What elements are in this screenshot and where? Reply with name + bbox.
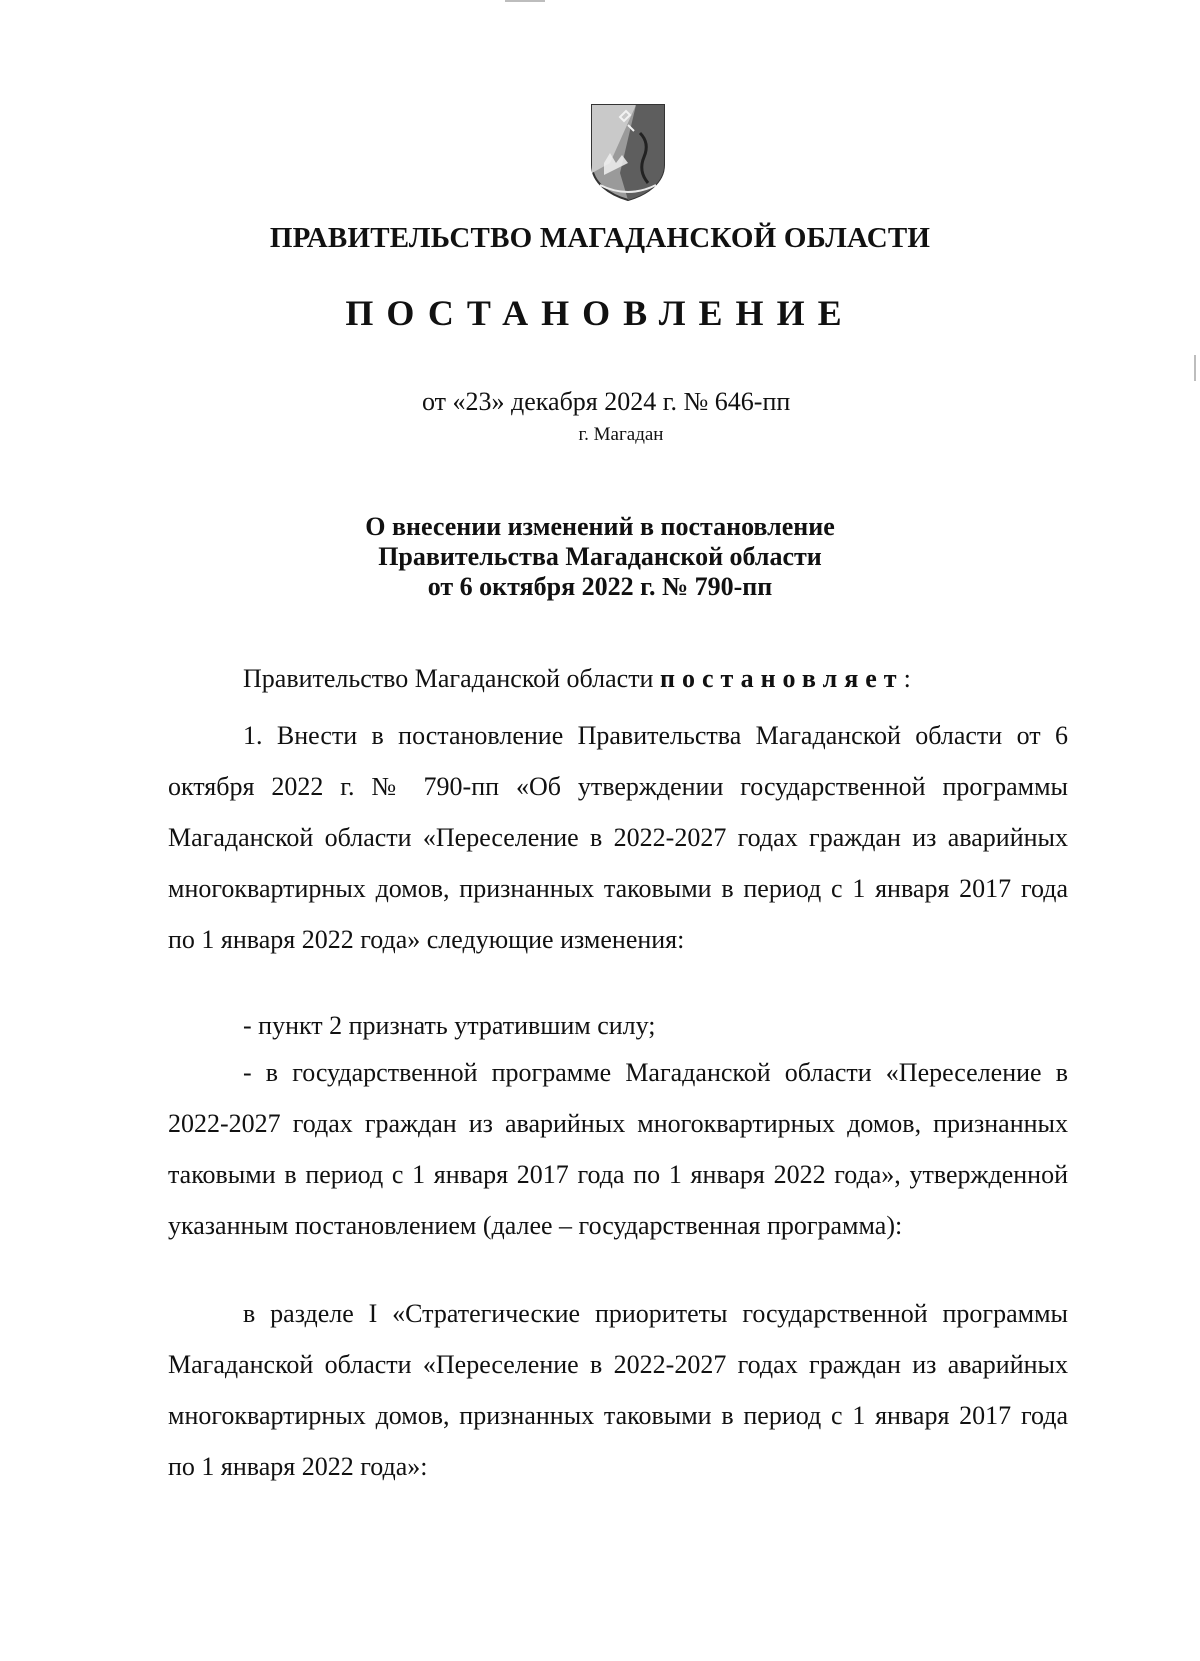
paragraph-1: 1. Внести в постановление Правительства Магаданской области от 6 октября 2022 г. № 790-пп «Об утверждении государственной программы Магаданской области «Переселение в 2022-2027 годах граждан из аварийных многоквартирных домов, признанных таковыми в период с 1 января 2017 года по 1 января 2022 года» следующие изменения: <box>168 721 1068 954</box>
preamble-text: Правительство Магаданской области <box>243 664 660 693</box>
organization-name: ПРАВИТЕЛЬСТВО МАГАДАНСКОЙ ОБЛАСТИ <box>269 222 931 254</box>
paragraph-4: в разделе I «Стратегические приоритеты государственной программы Магаданской области «Переселение в 2022-2027 годах граждан из аварийных многоквартирных домов, признанных таковыми в период с 1 января 2017 года по 1 января 2022 года»: <box>168 1299 1068 1481</box>
title-line-1: О внесении изменений в постановление <box>365 512 835 541</box>
document-title <box>0 512 1200 602</box>
preamble-verb: постановляет <box>659 664 904 693</box>
document-date-number: от «23» декабря 2024 г. № 646-пп <box>422 387 791 416</box>
scan-artifact-top <box>505 0 545 2</box>
document-city: г. Магадан <box>578 424 664 445</box>
coat-of-arms-icon <box>590 103 666 201</box>
document-type: ПОСТАНОВЛЕНИЕ <box>345 293 855 333</box>
preamble <box>243 664 911 694</box>
paragraph-2: - пункт 2 признать утратившим силу; <box>243 1011 656 1040</box>
scan-artifact-right <box>1194 355 1196 381</box>
preamble-colon: : <box>903 664 911 693</box>
title-line-2: Правительства Магаданской области <box>378 542 822 571</box>
paragraph-3: - в государственной программе Магаданской области «Переселение в 2022-2027 годах граждан из аварийных многоквартирных домов, признанных таковыми в период с 1 января 2017 года по 1 января 2022 года», утвержденной указанным постановлением (далее – государственная программа): <box>168 1058 1068 1240</box>
title-line-3: от 6 октября 2022 г. № 790-пп <box>427 572 773 601</box>
